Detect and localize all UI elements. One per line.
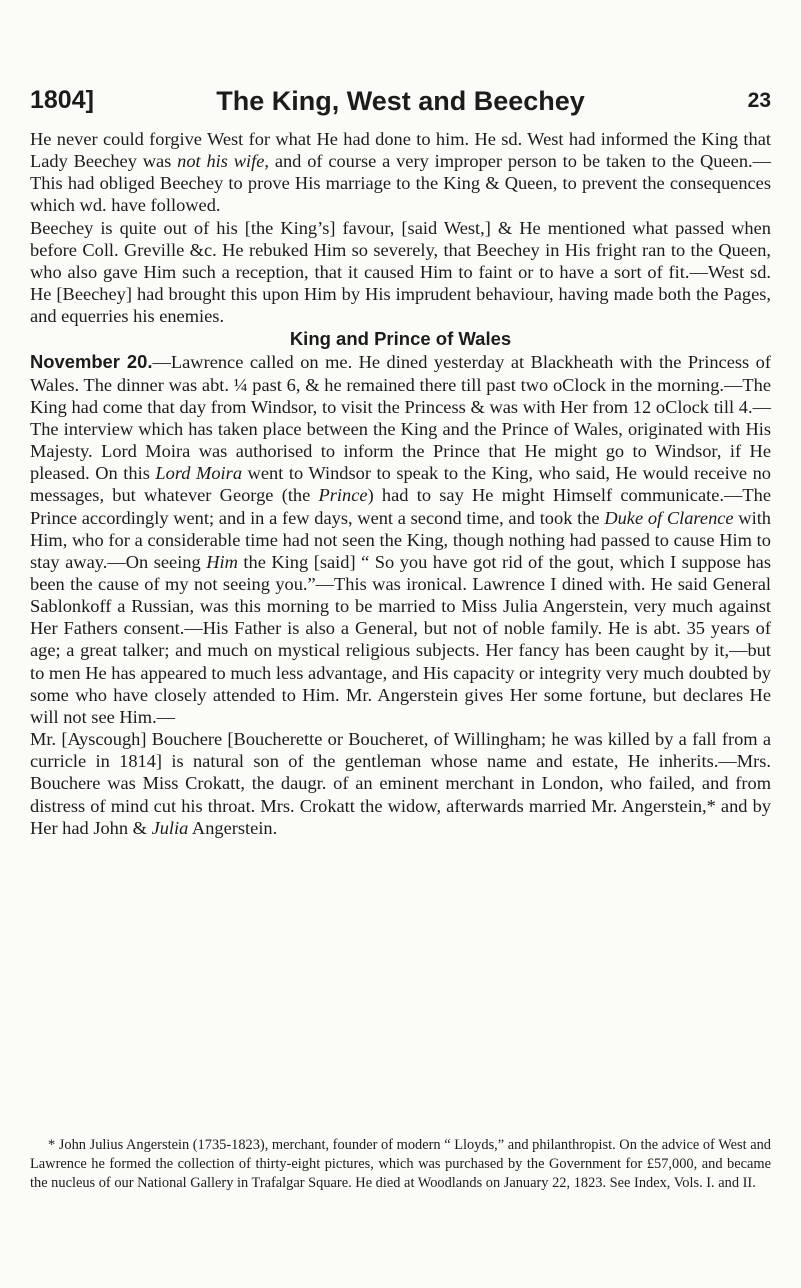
paragraph-3: November 20.—Lawrence called on me. He dined yesterday at Blackheath with the Princess of Wales. The dinner was abt. ¼ past 6, & he remained there till past two oClock in the morning.—The King had come that day from Windsor, to visit the Princess & was with Her from 12 oClock till 4.—The interview which has taken place between the King and the Prince of Wales, originated with His Majesty. Lord Moira was authorised to inform the Prince that He might go to Windsor, if He pleased. On this Lord Moira went to Windsor to speak to the King, who said, He would receive no messages, but whatever George (the Prince) had to say He might Himself communicate.—The Prince accordingly went; and in a few days, went a second time, and took the Duke of Clarence with Him, who for a considerable time had not seen the King, though nothing had passed to cause Him to stay away.—On seeing Him the King [said] “ So you have got rid of the gout, which I suppose has been the cause of my not seeing you.”—This was ironical. Lawrence I dined with. He said General Sablonkoff a Russian, was this morning to be married to Miss Julia Angerstein, very much against Her Fathers consent.—His Father is also a General, but not of noble family. He is abt. 35 years of age; a great talker; and much on mystical religious subjects. Her fancy has been caught by it,—but to men He has appeared to much less advantage, and His capacity or integrity very much doubted by some who have closely attended to Him. Mr. Angerstein gives Her some fortune, but declares He will not see Him.— xyxy=(30,351,772,727)
header-title: The King, West and Beechey xyxy=(216,86,585,116)
running-header xyxy=(30,80,771,120)
paragraph-4: Mr. [Ayscough] Bouchere [Boucherette or Boucheret, of Willingham; he was killed by a fall from a curricle in 1814] is natural son of the gentleman whose name and estate, He inherits.—Mrs. Bouchere was Miss Crokatt, the daugr. of an eminent merchant in London, who failed, and from distress of mind cut his throat. Mrs. Crokatt the widow, afterwards married Mr. Angerstein,* and by Her had John & Julia Angerstein. xyxy=(30,729,771,838)
main-text xyxy=(30,128,771,839)
footnote-text: * John Julius Angerstein (1735-1823), merchant, founder of modern “ Lloyds,” and philanthropist. On the advice of West and Lawrence he formed the collection of thirty-eight pictures, which was purchased by the Government for £57,000, and became the nucleus of our National Gallery in Trafalgar Square. He died at Woodlands on January 22, 1823. See Index, Vols. I. and II. xyxy=(30,1137,771,1191)
footnote xyxy=(30,1136,771,1193)
paragraph-1: He never could forgive West for what He had done to him. He sd. West had informed the King that Lady Beechey was not his wife, and of course a very improper person to be taken to the Queen.—This had obliged Beechey to prove His marriage to the King & Queen, to prevent the consequences which wd. have followed. xyxy=(30,129,772,216)
entry-date: November 20. xyxy=(30,351,153,373)
page-number: 23 xyxy=(747,89,771,112)
header-year: 1804] xyxy=(30,86,94,114)
section-heading: King and Prince of Wales xyxy=(289,328,512,350)
paragraph-2: Beechey is quite out of his [the King’s] favour, [said West,] & He mentioned what passed when before Coll. Greville &c. He rebuked Him so severely, that Beechey in His fright ran to the Queen, who also gave Him such a reception, that it caused Him to faint or to have a sort of fit.—West sd. He [Beechey] had brought this upon Him by His imprudent behaviour, having made both the Pages, and equerries his enemies. xyxy=(30,217,771,327)
